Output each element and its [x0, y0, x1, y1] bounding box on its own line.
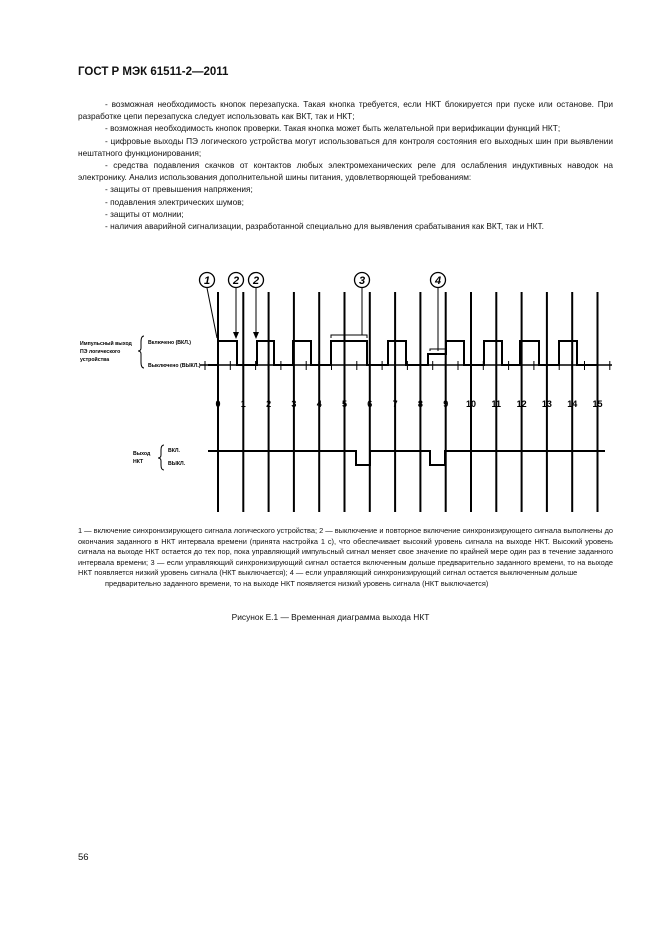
paragraph: - средства подавления скачков от контактов любых электромеханических реле для ослабления индуктивных наводок на электронику. Анализ использования дополнительной шины питания, удовлетворяющей требованиям: [78, 160, 613, 183]
tick-label: 11 [491, 399, 502, 409]
input-pulse-trace [208, 341, 598, 365]
tick-label: 8 [417, 399, 423, 409]
tick-label: 3 [291, 399, 297, 409]
marker-4 [355, 273, 370, 288]
tick-label: 6 [367, 399, 373, 409]
note-last-line: предварительно заданного времени, то на выходе НКТ появляется низкий уровень сигнала (НКТ выключается) [105, 578, 489, 588]
tick-label: 14 [567, 399, 578, 409]
note-body: 1 — включение синхронизирующего сигнала логического устройства; 2 — выключение и повторное включение синхронизирующего сигнала выполнены до окончания заданного в НКТ интервала времени (принята настройка 1 с), что обеспечивает высокий уровень сигнала на выходе НКТ. Высокий уровень сигнала на выходе НКТ остается до тех пор, пока управляющий импульсный сигнал меняет свое значение по крайней мере один раз в течение заданного интервала времени; 3 — если управляющий синхронизирующий сигнал остается включенным дольше предварительно заданного времени, то на выходе НКТ появляется низкий уровень сигнала (НКТ выключается); 4 — если управляющий синхронизирующий сигнал остается выключенным дольше [78, 526, 613, 578]
list-item: - наличия аварийной сигнализации, разработанной специально для выявления срабатывания как ВКТ, так и НКТ. [105, 221, 544, 232]
paragraph: - возможная необходимость кнопок проверки. Такая кнопка может быть желательной при верификации функций НКТ; [105, 123, 561, 134]
input-label-line1: Импульсный выход [80, 341, 132, 347]
figure-note [78, 526, 613, 590]
paragraph: - цифровые выходы ПЭ логического устройства могут использоваться для контроля состояния его выходных шин при выявлении нештатного функционирования; [78, 135, 613, 158]
marker-2 [229, 273, 244, 288]
tick-label: 13 [541, 399, 552, 409]
output-trace [208, 451, 605, 465]
figure-caption: Рисунок Е.1 — Временная диаграмма выхода НКТ [231, 612, 430, 622]
tick-label: 10 [465, 399, 477, 409]
list-item: - защиты от молнии; [105, 208, 184, 219]
tick-label: 15 [592, 399, 603, 409]
arrowhead [233, 332, 239, 339]
marker-label: 2 [252, 275, 260, 287]
list-item: - защиты от превышения напряжения; [105, 184, 253, 195]
marker-label: 1 [203, 275, 211, 287]
out-off-label: ВЫКЛ. [168, 461, 186, 467]
marker-leader-1 [207, 288, 217, 338]
marker-label: 3 [358, 275, 366, 287]
tick-label: 2 [266, 399, 272, 409]
tick-label: 4 [316, 399, 322, 409]
input-label-line2: ПЭ логического [80, 349, 121, 355]
tick-label: 0 [215, 399, 221, 409]
marker-5 [431, 273, 446, 288]
output-label-line2: НКТ [133, 459, 144, 465]
marker-1 [200, 273, 215, 288]
page-number: 56 [78, 852, 89, 863]
tick-label: 12 [516, 399, 527, 409]
on-label: Включено (ВКЛ.) [148, 340, 192, 346]
marker-3 [249, 273, 264, 288]
tick-label: 7 [392, 399, 398, 409]
output-brace [158, 445, 164, 470]
input-brace [138, 336, 144, 368]
off-label: Выключено (ВЫКЛ.) [148, 363, 201, 369]
marker-label: 2 [232, 275, 240, 287]
marker-label: 4 [434, 275, 442, 287]
arrowhead [253, 332, 259, 339]
list-item: - подавления электрических шумов; [105, 196, 244, 207]
tick-label: 1 [240, 399, 246, 409]
tick-label: 9 [443, 399, 449, 409]
out-on-label: ВКЛ. [168, 448, 180, 454]
tick-label: 5 [341, 399, 348, 409]
paragraph: - возможная необходимость кнопок перезапуска. Такая кнопка требуется, если НКТ блокируется при пуске или останове. При разработке цепи перезапуска следует использовать как ВКТ, так и НКТ; [78, 99, 613, 122]
document-header: ГОСТ Р МЭК 61511-2—2011 [78, 66, 229, 78]
marker-bracket-3 [331, 335, 367, 338]
input-label-line3: устройства [80, 357, 110, 363]
output-label-line1: Выход [133, 451, 151, 457]
